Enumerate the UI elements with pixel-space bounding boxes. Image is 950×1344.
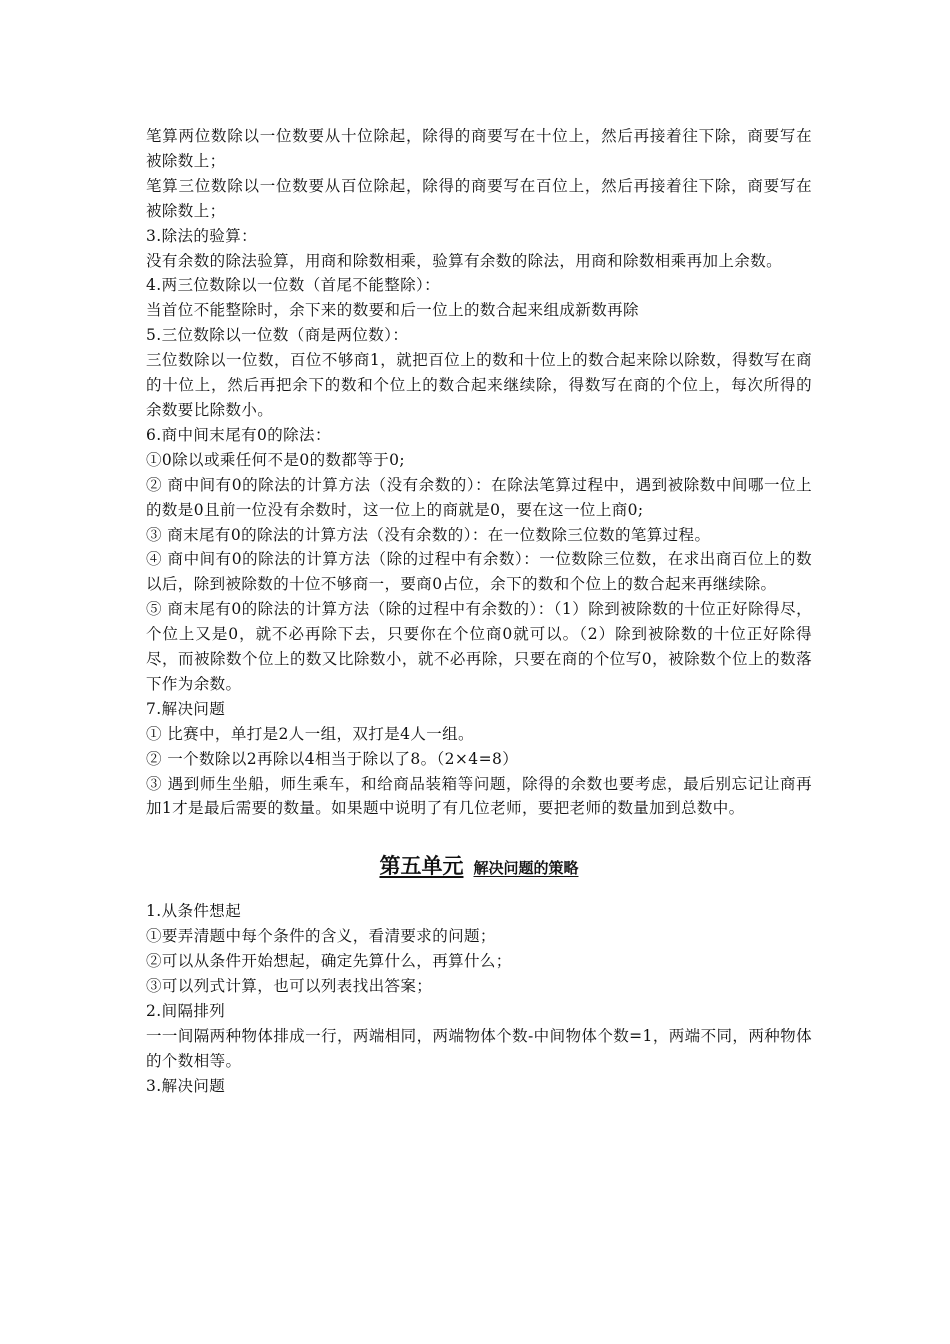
heading-from-conditions: 1.从条件想起 bbox=[146, 902, 242, 921]
heading-two-digit-quotient: 5.三位数除以一位数（商是两位数）： bbox=[146, 326, 409, 345]
list-item-remainder-problems: ③ 遇到师生坐船，师生乘车，和给商品装箱等问题，除得的余数也要考虑，最后别忘记让商再加1才是最后需要的数量。如果题中说明了有几位老师，要把老师的数量加到总数中。 bbox=[146, 774, 812, 818]
unit-heading-block bbox=[146, 821, 812, 899]
list-item-zero-rule: ①0除以或乘任何不是0的数都等于0; bbox=[146, 450, 406, 469]
list-item-middle-zero-remainder: ④ 商中间有0的除法的计算方法（除的过程中有余数）：一位数除三位数，在求出商百位上的数以后，除到被除数的十位不够商一，要商0占位，余下的数和个位上的数合起来再继续除。 bbox=[146, 550, 812, 594]
heading-problem-solving: 7.解决问题 bbox=[146, 699, 226, 718]
paragraph-interval-arrangement: 一一间隔两种物体排成一行，两端相同，两端物体个数-中间物体个数=1，两端不同，两种物体的个数相等。 bbox=[146, 1026, 812, 1070]
paragraph-two-digit-quotient: 三位数除以一位数，百位不够商1，就把百位上的数和十位上的数合起来除以除数，得数写在商的十位上，然后再把余下的数和个位上的数合起来继续除，得数写在商的个位上，每次所得的余数要比除数小。 bbox=[146, 351, 812, 419]
heading-division-check: 3.除法的验算： bbox=[146, 226, 257, 245]
paragraph-not-divisible: 当首位不能整除时，余下来的数要和后一位上的数合起来组成新数再除 bbox=[146, 301, 639, 320]
heading-not-divisible: 4.两三位数除以一位数（首尾不能整除）： bbox=[146, 276, 441, 295]
document-page bbox=[146, 124, 812, 1099]
list-item-list-or-table: ③可以列式计算，也可以列表找出答案； bbox=[146, 977, 433, 996]
list-item-end-zero: ③ 商末尾有0的除法的计算方法（没有余数的）：在一位数除三位数的笔算过程。 bbox=[146, 525, 711, 544]
list-item-understand-conditions: ①要弄清题中每个条件的含义，看清要求的问题； bbox=[146, 927, 496, 946]
unit-title bbox=[146, 853, 812, 881]
paragraph-two-digit-division: 笔算两位数除以一位数要从十位除起，除得的商要写在十位上，然后再接着往下除，商要写在被除数上； bbox=[146, 127, 812, 170]
list-item-middle-zero: ② 商中间有0的除法的计算方法（没有余数的）：在除法笔算过程中，遇到被除数中间哪一位上的数是0且前一位没有余数时，这一位上的商就是0，要在这一位上商0; bbox=[146, 475, 812, 519]
list-item-end-zero-remainder: ⑤ 商末尾有0的除法的计算方法（除的过程中有余数的）：（1）除到被除数的十位正好除得尽，个位上又是0，就不必再除下去，只要你在个位商0就可以。（2）除到被除数的十位正好除得尽，而被除数个位上的数又比除数小，就不必再除，只要在商的个位写0，被除数个位上的数落下作为余数。 bbox=[146, 600, 812, 693]
paragraph-division-check: 没有余数的除法验算，用商和除数相乘，验算有余数的除法，用商和除数相乘再加上余数。 bbox=[146, 251, 783, 270]
section-division bbox=[146, 124, 812, 821]
list-item-start-from-conditions: ②可以从条件开始想起，确定先算什么，再算什么； bbox=[146, 952, 512, 971]
paragraph-three-digit-division: 笔算三位数除以一位数要从百位除起，除得的商要写在百位上，然后再接着往下除，商要写在被除数上； bbox=[146, 176, 812, 220]
section-unit5 bbox=[146, 899, 812, 1098]
heading-interval-arrangement: 2.间隔排列 bbox=[146, 1002, 226, 1020]
heading-zero-in-quotient: 6.商中间末尾有0的除法： bbox=[146, 425, 331, 444]
list-item-singles-doubles: ① 比赛中，单打是2人一组，双打是4人一组。 bbox=[146, 724, 474, 743]
heading-unit5-problem-solving: 3.解决问题 bbox=[146, 1076, 226, 1095]
unit-title-main: 第五单元 bbox=[379, 854, 464, 879]
unit-title-sub: 解决问题的策略 bbox=[473, 859, 579, 878]
list-item-divide-by-eight: ② 一个数除以2再除以4相当于除以了8。（2×4=8） bbox=[146, 749, 519, 768]
